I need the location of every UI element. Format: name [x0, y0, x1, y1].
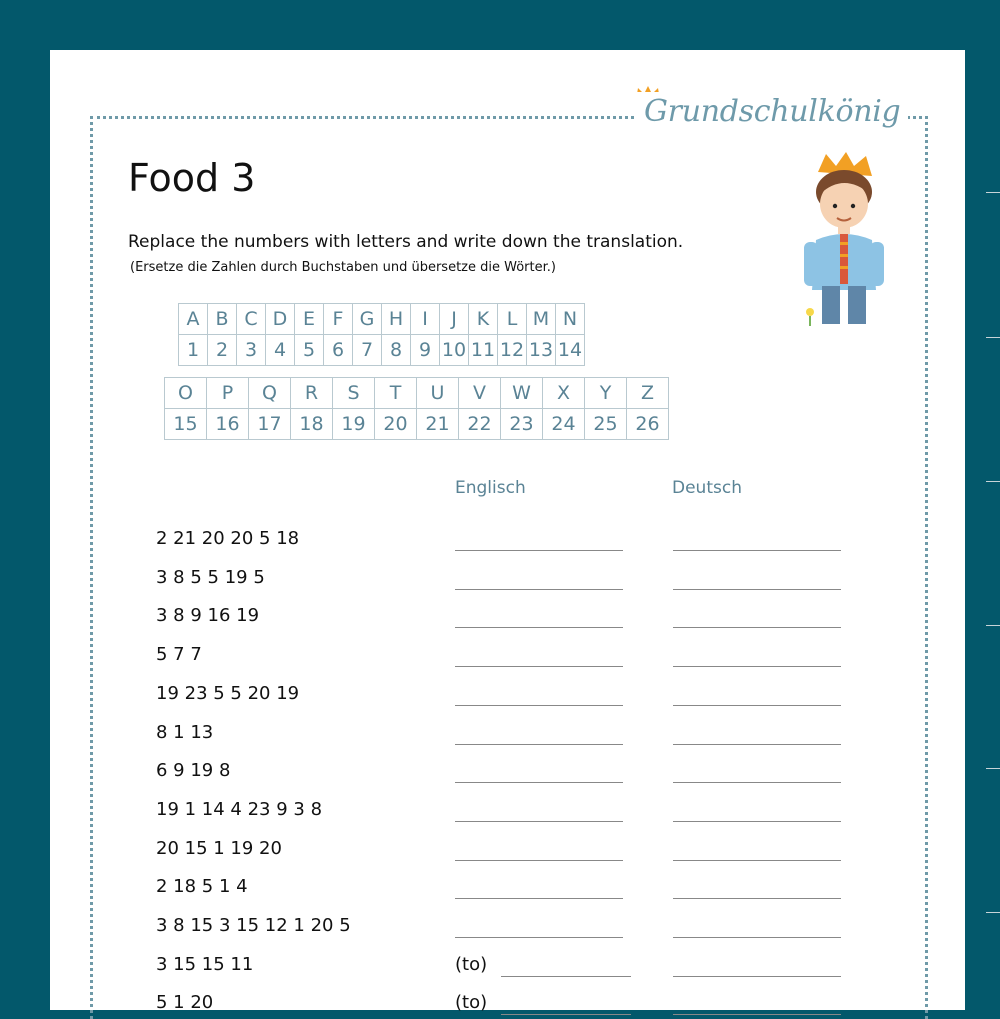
- brand-logo: Grundschulkönig: [636, 92, 908, 132]
- german-answer-line[interactable]: [673, 860, 841, 861]
- english-answer-line[interactable]: [455, 627, 623, 628]
- alphabet-letter-cell: H: [382, 304, 411, 335]
- encoded-word: 3 15 15 11: [156, 953, 254, 975]
- german-answer-line[interactable]: [673, 666, 841, 667]
- alphabet-letter-cell: Y: [585, 378, 627, 409]
- german-answer-line[interactable]: [673, 782, 841, 783]
- alphabet-letter-cell: M: [527, 304, 556, 335]
- alphabet-number-cell: 4: [266, 335, 295, 366]
- alphabet-number-cell: 23: [501, 409, 543, 440]
- alphabet-letter-cell: N: [556, 304, 585, 335]
- alphabet-number-cell: 18: [291, 409, 333, 440]
- alphabet-letter-cell: G: [353, 304, 382, 335]
- alphabet-number-cell: 25: [585, 409, 627, 440]
- english-answer-line[interactable]: [455, 937, 623, 938]
- encoded-word: 19 1 14 4 23 9 3 8: [156, 798, 323, 820]
- alphabet-number-cell: 9: [411, 335, 440, 366]
- encoded-word: 20 15 1 19 20: [156, 837, 282, 859]
- alphabet-table-o-z: [164, 377, 669, 440]
- encoded-word: 5 1 20: [156, 992, 214, 1014]
- alphabet-number-cell: 6: [324, 335, 353, 366]
- edge-mark: [986, 912, 1000, 913]
- alphabet-number-cell: 3: [237, 335, 266, 366]
- alphabet-letter-cell: C: [237, 304, 266, 335]
- edge-mark: [986, 192, 1000, 193]
- page-title: Food 3: [128, 156, 256, 200]
- alphabet-number-cell: 16: [207, 409, 249, 440]
- alphabet-letter-cell: S: [333, 378, 375, 409]
- encoded-word: 6 9 19 8: [156, 760, 231, 782]
- alphabet-letter-cell: I: [411, 304, 440, 335]
- encoded-word: 19 23 5 5 20 19: [156, 682, 300, 704]
- alphabet-letter-cell: K: [469, 304, 498, 335]
- alphabet-number-cell: 15: [165, 409, 207, 440]
- alphabet-number-cell: 17: [249, 409, 291, 440]
- german-answer-line[interactable]: [673, 744, 841, 745]
- alphabet-number-cell: 26: [627, 409, 669, 440]
- alphabet-number-cell: 12: [498, 335, 527, 366]
- alphabet-letters-row: [179, 304, 585, 335]
- instruction-german: (Ersetze die Zahlen durch Buchstaben und übersetze die Wörter.): [130, 260, 556, 275]
- boy-with-crown-illustration: [790, 150, 900, 330]
- alphabet-number-cell: 24: [543, 409, 585, 440]
- german-answer-line[interactable]: [673, 976, 841, 977]
- alphabet-letter-cell: R: [291, 378, 333, 409]
- alphabet-number-cell: 7: [353, 335, 382, 366]
- alphabet-letter-cell: L: [498, 304, 527, 335]
- alphabet-letter-cell: W: [501, 378, 543, 409]
- alphabet-letter-cell: P: [207, 378, 249, 409]
- english-answer-line[interactable]: [455, 744, 623, 745]
- english-answer-line[interactable]: [501, 1014, 631, 1015]
- alphabet-letter-cell: O: [165, 378, 207, 409]
- edge-mark: [986, 625, 1000, 626]
- alphabet-numbers-row: [179, 335, 585, 366]
- english-answer-line[interactable]: [501, 976, 631, 977]
- alphabet-number-cell: 14: [556, 335, 585, 366]
- column-header-german: Deutsch: [672, 478, 742, 498]
- alphabet-number-cell: 10: [440, 335, 469, 366]
- german-answer-line[interactable]: [673, 937, 841, 938]
- english-answer-line[interactable]: [455, 666, 623, 667]
- alphabet-letter-cell: A: [179, 304, 208, 335]
- encoded-word: 8 1 13: [156, 721, 214, 743]
- alphabet-number-cell: 13: [527, 335, 556, 366]
- encoded-word: 2 21 20 20 5 18: [156, 528, 300, 549]
- encoded-word: 3 8 5 5 19 5: [156, 566, 265, 588]
- german-answer-line[interactable]: [673, 1014, 841, 1015]
- edge-mark: [986, 481, 1000, 482]
- alphabet-letter-cell: Z: [627, 378, 669, 409]
- english-answer-line[interactable]: [455, 782, 623, 783]
- edge-mark: [986, 768, 1000, 769]
- alphabet-letter-cell: F: [324, 304, 353, 335]
- alphabet-letter-cell: Q: [249, 378, 291, 409]
- german-answer-line[interactable]: [673, 589, 841, 590]
- verb-prefix: (to): [455, 953, 488, 975]
- german-answer-line[interactable]: [673, 705, 841, 706]
- alphabet-number-cell: 5: [295, 335, 324, 366]
- english-answer-line[interactable]: [455, 550, 623, 551]
- alphabet-number-cell: 11: [469, 335, 498, 366]
- encoded-word: 3 8 9 16 19: [156, 605, 260, 627]
- english-answer-line[interactable]: [455, 860, 623, 861]
- alphabet-table-a-n: [178, 303, 585, 366]
- german-answer-line[interactable]: [673, 821, 841, 822]
- alphabet-number-cell: 19: [333, 409, 375, 440]
- edge-mark: [986, 337, 1000, 338]
- instruction-english: Replace the numbers with letters and write down the translation.: [128, 232, 684, 252]
- alphabet-number-cell: 2: [208, 335, 237, 366]
- alphabet-letter-cell: V: [459, 378, 501, 409]
- german-answer-line[interactable]: [673, 550, 841, 551]
- alphabet-number-cell: 1: [179, 335, 208, 366]
- alphabet-letter-cell: E: [295, 304, 324, 335]
- worksheet: [50, 50, 965, 1014]
- alphabet-letters-row: [165, 378, 669, 409]
- alphabet-number-cell: 22: [459, 409, 501, 440]
- alphabet-letter-cell: X: [543, 378, 585, 409]
- english-answer-line[interactable]: [455, 821, 623, 822]
- alphabet-number-cell: 20: [375, 409, 417, 440]
- alphabet-number-cell: 21: [417, 409, 459, 440]
- english-answer-line[interactable]: [455, 898, 623, 899]
- verb-prefix: (to): [455, 992, 488, 1014]
- english-answer-line[interactable]: [455, 705, 623, 706]
- alphabet-letter-cell: D: [266, 304, 295, 335]
- alphabet-letter-cell: U: [417, 378, 459, 409]
- german-answer-line[interactable]: [673, 627, 841, 628]
- encoded-word: 2 18 5 1 4: [156, 876, 248, 898]
- alphabet-letter-cell: T: [375, 378, 417, 409]
- alphabet-number-cell: 8: [382, 335, 411, 366]
- column-header-english: Englisch: [455, 478, 526, 498]
- english-answer-line[interactable]: [455, 589, 623, 590]
- encoded-word: 3 8 15 3 15 12 1 20 5: [156, 915, 351, 936]
- encoded-word: 5 7 7: [156, 644, 202, 666]
- alphabet-letter-cell: B: [208, 304, 237, 335]
- alphabet-letter-cell: J: [440, 304, 469, 335]
- german-answer-line[interactable]: [673, 898, 841, 899]
- alphabet-numbers-row: [165, 409, 669, 440]
